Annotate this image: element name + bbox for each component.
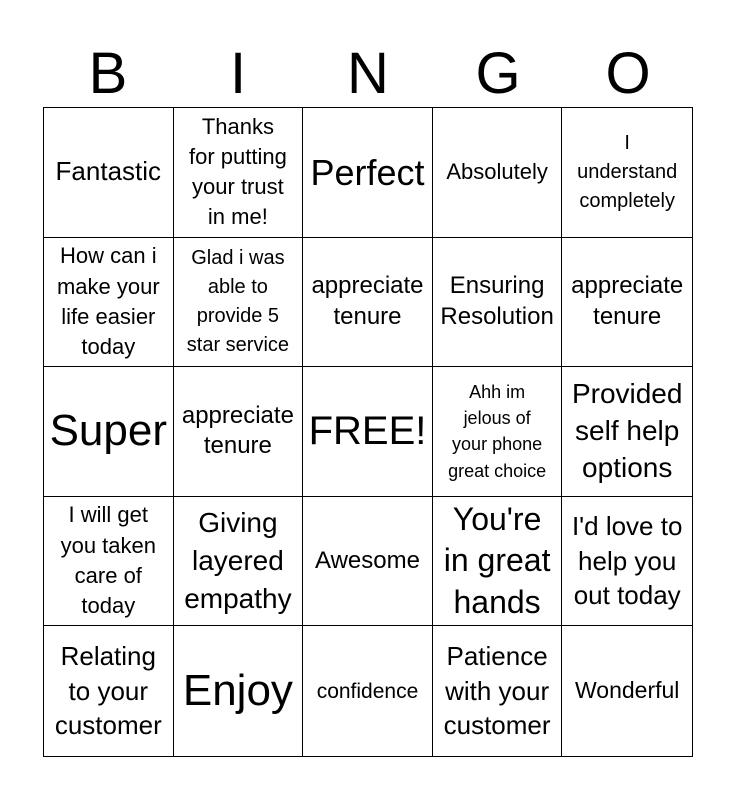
bingo-cell[interactable]: Super xyxy=(44,367,174,497)
bingo-cell[interactable]: appreciate tenure xyxy=(174,367,304,497)
header-letter-g: G xyxy=(475,41,521,106)
bingo-board xyxy=(43,107,693,757)
bingo-cell[interactable]: Perfect xyxy=(303,108,433,238)
header-letter-i: I xyxy=(229,41,247,106)
bingo-cell[interactable]: Patience with your customer xyxy=(433,626,563,756)
bingo-cell[interactable]: I will get you taken care of today xyxy=(44,497,174,627)
bingo-header xyxy=(43,40,693,108)
bingo-cell[interactable]: I'd love to help you out today xyxy=(562,497,692,627)
bingo-cell[interactable]: Relating to your customer xyxy=(44,626,174,756)
bingo-cell[interactable]: Awesome xyxy=(303,497,433,627)
bingo-cell[interactable]: Thanks for putting your trust in me! xyxy=(174,108,304,238)
header-letter-o: O xyxy=(605,41,651,106)
bingo-cell[interactable]: confidence xyxy=(303,626,433,756)
bingo-cell[interactable]: Absolutely xyxy=(433,108,563,238)
bingo-cell[interactable]: Giving layered empathy xyxy=(174,497,304,627)
bingo-cell[interactable]: Enjoy xyxy=(174,626,304,756)
bingo-cell[interactable]: How can i make your life easier today xyxy=(44,238,174,368)
header-letter-b: B xyxy=(88,41,128,106)
bingo-cell[interactable]: appreciate tenure xyxy=(303,238,433,368)
bingo-cell[interactable]: Glad i was able to provide 5 star service xyxy=(174,238,304,368)
bingo-cell[interactable]: Ensuring Resolution xyxy=(433,238,563,368)
bingo-cell[interactable]: Wonderful xyxy=(574,677,680,704)
header-letter-n: N xyxy=(347,41,389,106)
bingo-cell[interactable]: appreciate tenure xyxy=(562,238,692,368)
bingo-cell[interactable]: I understand completely xyxy=(562,108,692,238)
free-space-cell[interactable]: FREE! xyxy=(303,367,433,497)
bingo-cell[interactable]: Ahh im jelous of your phone great choice xyxy=(433,367,563,497)
bingo-cell[interactable]: You're in great hands xyxy=(433,497,563,627)
bingo-cell[interactable]: Provided self help options xyxy=(562,367,692,497)
bingo-cell[interactable]: Fantastic xyxy=(44,108,174,238)
